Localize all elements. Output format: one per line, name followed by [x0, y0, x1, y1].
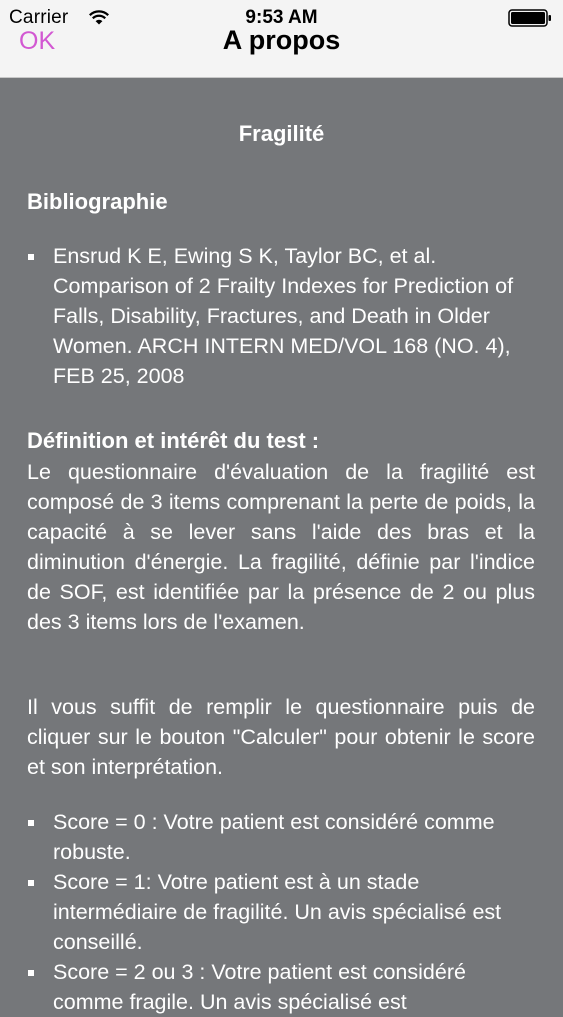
bibliography-list [27, 241, 537, 391]
section-title: Fragilité [238, 121, 325, 146]
navigation-bar [0, 0, 563, 78]
definition-heading: Définition et intérêt du test : [27, 428, 320, 453]
ok-button[interactable]: OK [19, 27, 56, 55]
page-title: A propos [222, 25, 341, 55]
list-item: Score = 2 ou 3 : Votre patient est considéré comme fragile. Un avis spécialisé est [27, 957, 537, 1017]
bibliography-heading: Bibliographie [27, 189, 168, 214]
score-list [27, 807, 537, 1017]
list-item: Ensrud K E, Ewing S K, Taylor BC, et al. Comparison of 2 Frailty Indexes for Prediction of Falls, Disability, Fractures, and Death in Older Women. ARCH INTERN MED/VOL 168 (NO. 4), FEB 25, 2008 [27, 241, 537, 391]
status-time: 9:53 AM [245, 7, 318, 28]
instructions-paragraph: Il vous suffit de remplir le questionnaire puis de cliquer sur le bouton "Calculer" pour obtenir le score et son interprétation. [27, 695, 535, 779]
carrier-label: Carrier [9, 7, 69, 28]
about-content[interactable] [0, 78, 563, 1014]
list-item: Score = 0 : Votre patient est considéré comme robuste. [27, 807, 537, 867]
list-item: Score = 1: Votre patient est à un stade intermédiaire de fragilité. Un avis spécialisé est conseillé. [27, 867, 537, 957]
definition-paragraph: Le questionnaire d'évaluation de la fragilité est composé de 3 items comprenant la perte de poids, la capacité à se lever sans l'aide des bras et la diminution d'énergie. La fragilité, définie par l'indice de SOF, est identifiée par la présence de 2 ou plus des 3 items lors de l'examen. [27, 460, 535, 634]
